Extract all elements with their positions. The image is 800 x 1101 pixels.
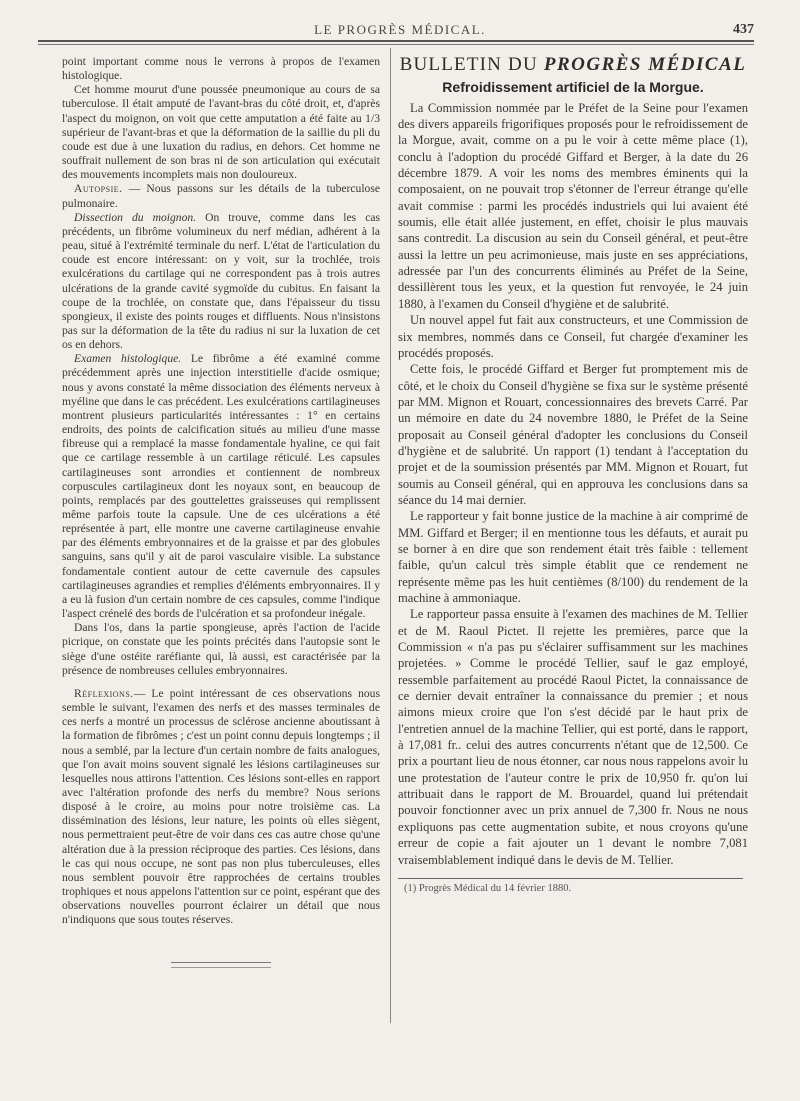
bulletin-title [398, 54, 748, 75]
paragraph-dissection [62, 211, 380, 353]
left-column [62, 55, 380, 968]
running-head [0, 22, 800, 42]
bulletin-title-journal: PROGRÈS MÉDICAL [543, 54, 747, 75]
page-number: 437 [733, 22, 754, 37]
dissection-label: Dissection du moignon. [74, 210, 197, 224]
paragraph-commission: La Commission nommée par le Préfet de la Seine pour l'examen des divers appareils frigorifiques proposés pour le refroidissement de la Morgue, avait, comme on a pu le voir à cette même place (1), conclu à l'adoption du procédé Giffard et Berger, à la date du 26 décembre 1879. A voir les noms des membres éminents qui la composaient, on ne pouvait trop s'étonner de l'erreur étrange qu'elle avait commise : parmi les procédés industriels qui lui avaient été soumis, elle était allée justement, en effet, choisir le plus mauvais sans contredit. La discusion au sein du Conseil général, et peut-être aussi la lettre un peu acrimonieuse, mais juste en ses appréciations, adressée par l'un des concurrents éliminés au Préfet de la Seine, dessillèrent tous les yeux, et la question fut renvoyée, le 24 juin 1880, à l'examen du Conseil d'hygiène et de salubrité. [398, 100, 748, 311]
paragraph-nouvel-appel: Un nouvel appel fut fait aux constructeurs, et une Commission de six membres, nommés dans ce Conseil, fut chargée d'examiner les procédés proposés. [398, 313, 748, 360]
reflexions-label: Réflexions. [74, 686, 134, 700]
paragraph-patient-history: Cet homme mourut d'une poussée pneumonique au cours de sa tuberculose. Il était amputé de l'avant-bras du côté droit, et, d'après l'aspect du moignon, on voit que cette amputation a été faite au 1/3 supérieur de l'avant-bras et que la déformation de la saillie du pli du coude est due à une luxation du radius, en dehors. Cet homme ne souffrait nullement de son bras ni de son articulation qui exécutait des mouvements incomplets mais non douloureux. [62, 83, 380, 182]
paragraph-tellier-pictet: Le rapporteur passa ensuite à l'examen des machines de M. Tellier et de M. Raoul Pictet. Il rejette les premières, parce que la Commission « n'a pas pu s'éclairer suffisamment sur les machines projetées. » Comme le procédé Tellier, sauf le gaz employé, ressemble parfaitement au procédé Raoul Pictet, la connaissance de ce dernier devait entraîner la connaissance du premier ; et nous aimons mieux croire que l'on s'est décidé par le haut prix de l'entretien annuel de la machine Tellier, qui est porté, dans le rapport, à 17,081 fr.. celui des autres concurrents n'étant que de 12,500. Ce prix a pourtant lieu de nous étonner, car nous nous rappelons avoir lu une protestation de l'auteur contre le prix de 10,950 fr. qu'on lui attribuait dans le rapport de M. Brouardel, quand lui prétendait pouvoir fonctionner avec un prix annuel de 7,300 fr. Nous ne nous expliquons pas cette augmentation subite, et nous croyons qu'une erreur de copie a fait ajouter un 1 devant le nombre 7,081 vraisemblablement indiqué dans le devis de M. Tellier. [398, 607, 748, 867]
paragraph-os: Dans l'os, dans la partie spongieuse, après l'action de l'acide picrique, on constate que les points précités dans l'autopsie sont le siège d'une ostéite raréfiante qui, là aussi, est caractérisée par la présence de nombreuses cellules embryonnaires. [62, 621, 380, 677]
dissection-text: On trouve, comme dans les cas précédents, un fibrôme volumineux du nerf médian, adhérent à la peau, situé à l'extrémité terminale du nerf. L'état de l'articulation du coude est encore intéressant: on y voit, sur la trochlée, trois exulcérations du cartilage qui ne correspondent pas à trois autres ulcérations de la grande cavité sygmoïde du cubitus. En faisant la coupe de la trochlée, on constate que, dans l'épaisseur du tissu spongieux, il existe des points rouges et diffluents. Nous n'insistons pas sur la déformation de la tête du radius ni sur la luxation de cet os en dehors. [62, 210, 380, 352]
paragraph-autopsie [62, 182, 380, 210]
header-double-rule [38, 40, 754, 45]
right-column [398, 55, 748, 896]
footnote: (1) Progrès Médical du 14 février 1880. [404, 882, 572, 894]
journal-running-title: LE PROGRÈS MÉDICAL. [314, 22, 486, 37]
paragraph-examen [62, 352, 380, 621]
bulletin-title-prefix: BULLETIN DU [399, 54, 544, 75]
autopsie-text: — Nous passons sur les détails de la tuberculose pulmonaire. [62, 182, 380, 210]
examen-label: Examen histologique. [74, 352, 182, 366]
paragraph-cette-fois: Cette fois, le procédé Giffard et Berger fut promptement mis de côté, et le choix du Conseil d'hygiène se fixa sur le système présenté par MM. Mignon et Rouart, concessionnaires des brevets Carré. Par un mémoire en date du 24 novembre 1880, le Préfet de la Seine proposait au Conseil général d'adopter les conclusions du Conseil d'hygiène et de salubrité. Un rapport (1) tendant à l'acceptation du projet et de la soumission présentés par MM. Mignon et Rouart, fut soumis au Conseil général, qui en approuva les conclusions dans sa séance du 14 mai dernier. [398, 362, 748, 507]
autopsie-label: Autopsie. [74, 182, 123, 196]
footnote-rule [398, 878, 743, 879]
reflexions-text: — Le point intéressant de ces observations nous semble le suivant, l'examen des nerfs et des masses terminales de ces nerfs a montré un processus de sclérose ancienne aboutissant à la formation de fibrômes ; c'est un point connu depuis longtemps ; il nous a semblé, par la lecture d'un certain nombre de faits analogues, que l'on avait moins souvent signalé les lésions cartilagineuses sur lesquelles nous attirons l'attention. Ces lésions sont-elles en rapport avec l'altération profonde des nerfs du membre? Nous serions disposé à le croire, au moins pour notre troisième cas. La dissémination des lésions, leur nature, les points où elles siègent, nous permettraient peut-être de voir dans ces cas autre chose qu'une altération due à la pression réciproque des parties. Ces lésions, dans le cas qui nous occupe, ne sont pas non plus tuberculeuses, elles nous semblent pouvoir être rapprochées de certains troubles trophiques et nous appelons l'attention sur ce point, espérant que des observations nouvelles pourront éclairer un détail que nous n'indiquons que sous toutes réserves. [62, 686, 380, 927]
paragraph-reflexions [62, 687, 380, 928]
article-subtitle: Refroidissement artificiel de la Morgue. [442, 79, 704, 96]
paragraph-rapporteur: Le rapporteur y fait bonne justice de la machine à air comprimé de MM. Giffard et Berger; il en mentionne tous les défauts, et aurait pu se borner à en dire que son rendement était très faible : tellement faible, qu'un calcul très simple établit que ce rendement ne représente même pas les huit centièmes (8/100) du rendement de la machine à ammoniaque. [398, 509, 748, 605]
section-end-ornament [171, 962, 271, 968]
column-divider [390, 48, 391, 1023]
examen-text: Le fibrôme a été examiné comme précédemment après une injection interstitielle d'acide osmique; nous y avons constaté la même dissociation des éléments nerveux à myéline que dans le cas précédent. Les exulcérations cartilagineuses montrent plusieurs particularités intéressantes : 1° en certains endroits, des points de calcification situés au milieu d'une masse fibreuse qui a remplacé la masse fondamentale hyaline, ce qui fait que ce cartilage ressemble à un cartilage réticulé. Les capsules cartilagineuses sont arrondies et contiennent de nombreux corpuscules cartilagineux dont les noyaux sont, en beaucoup de points, remplacés par des gouttelettes graisseuses qui remplissent même parfois toute la capsule. Une de ces ulcérations a été représentée à part, elle montre une caverne cartilagineuse envahie par des éléments embryonnaires et de la graisse et par des globules sanguins, sans qu'il y ait de paroi vasculaire visible. La substance fondamentale contient autour de cette cavernule des capsules cartilagineuses agrandies et remplies d'éléments embryonnaires. Il y a eu là fusion d'un certain nombre de ces capsules, comme l'indique l'aspect crénelé des bords de l'ulcération et sa profondeur inégale. [62, 352, 380, 621]
paragraph-continued: point important comme nous le verrons à propos de l'examen histologique. [62, 55, 380, 83]
